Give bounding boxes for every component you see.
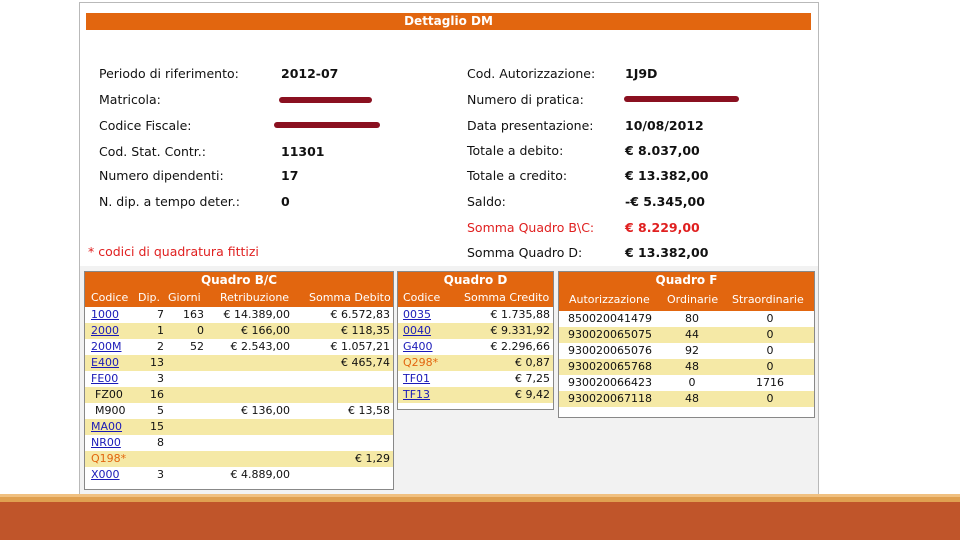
table-row [559, 327, 814, 343]
field-value-totale-credito: € 13.382,00 [625, 168, 709, 183]
autorizzazione-cell: 930020065768 [568, 360, 652, 373]
col-somma-credito: Somma Credito [464, 291, 550, 304]
col-retribuzione: Retribuzione [220, 291, 290, 304]
code-cell: Q298* [403, 356, 439, 369]
retribuzione-cell: € 166,00 [241, 324, 290, 337]
retribuzione-cell: € 136,00 [241, 404, 290, 417]
table-row [559, 343, 814, 359]
ordinarie-cell: 80 [685, 312, 699, 325]
ordinarie-cell: 92 [685, 344, 699, 357]
code-link[interactable]: TF01 [403, 372, 431, 385]
quadro-f-rows [559, 311, 814, 407]
code-cell: Q198* [91, 452, 127, 465]
field-label-matricola: Matricola: [99, 92, 161, 107]
straordinarie-cell: 1716 [756, 376, 784, 389]
dip-cell: 7 [157, 308, 164, 321]
page-title: Dettaglio DM [86, 13, 811, 30]
straordinarie-cell: 0 [766, 328, 774, 341]
somma-credito-cell: € 7,25 [515, 372, 550, 385]
code-link[interactable]: 2000 [91, 324, 119, 337]
field-label-totale-credito: Totale a credito: [467, 168, 568, 183]
quadro-bc-header [85, 289, 393, 307]
quadro-f-title: Quadro F [559, 272, 814, 289]
table-row [85, 387, 393, 403]
field-label-saldo: Saldo: [467, 194, 506, 209]
field-value-autorizzazione: 1J9D [625, 66, 658, 81]
giorni-cell: 52 [190, 340, 204, 353]
autorizzazione-cell: 930020065075 [568, 328, 652, 341]
col-straordinarie: Straordinarie [732, 293, 804, 306]
table-row [398, 387, 553, 403]
col-giorni: Giorni [168, 291, 201, 304]
code-cell: M900 [95, 404, 126, 417]
table-row [85, 339, 393, 355]
somma-debito-cell: € 13,58 [348, 404, 390, 417]
table-row [85, 451, 393, 467]
field-label-somma-d: Somma Quadro D: [467, 245, 583, 260]
somma-credito-cell: € 2.296,66 [490, 340, 550, 353]
somma-credito-cell: € 1.735,88 [490, 308, 550, 321]
col-codice-d: Codice [403, 291, 441, 304]
code-link[interactable]: 0040 [403, 324, 431, 337]
table-row [85, 307, 393, 323]
somma-debito-cell: € 118,35 [341, 324, 390, 337]
somma-debito-cell: € 1.057,21 [330, 340, 390, 353]
code-link[interactable]: X000 [91, 468, 120, 481]
table-row [398, 355, 553, 371]
table-row [559, 359, 814, 375]
table-row [85, 323, 393, 339]
field-value-cod-stat: 11301 [281, 144, 325, 159]
field-label-somma-bc: Somma Quadro B\C: [467, 220, 595, 235]
col-somma-debito: Somma Debito [309, 291, 391, 304]
code-link[interactable]: FE00 [91, 372, 119, 385]
somma-debito-cell: € 6.572,83 [330, 308, 390, 321]
field-label-data-presentazione: Data presentazione: [467, 118, 594, 133]
dip-cell: 2 [157, 340, 164, 353]
table-row [398, 323, 553, 339]
code-link[interactable]: NR00 [91, 436, 121, 449]
field-value-numero-dipendenti: 17 [281, 168, 299, 183]
quadro-f-header [559, 289, 814, 311]
field-value-data-presentazione: 10/08/2012 [625, 118, 704, 133]
quadro-f-panel [558, 271, 815, 418]
ordinarie-cell: 44 [685, 328, 699, 341]
field-label-numero-pratica: Numero di pratica: [467, 92, 584, 107]
col-dip: Dip. [138, 291, 161, 304]
table-row [559, 311, 814, 327]
code-link[interactable]: E400 [91, 356, 119, 369]
table-row [85, 419, 393, 435]
field-label-codice-fiscale: Codice Fiscale: [99, 118, 192, 133]
footer-bar [0, 502, 960, 540]
somma-credito-cell: € 9.331,92 [490, 324, 550, 337]
redacted-codice-fiscale [274, 122, 380, 128]
table-row [398, 339, 553, 355]
straordinarie-cell: 0 [766, 344, 774, 357]
field-label-tempo-deter: N. dip. a tempo deter.: [99, 194, 240, 209]
retribuzione-cell: € 2.543,00 [230, 340, 290, 353]
retribuzione-cell: € 4.889,00 [230, 468, 290, 481]
field-value-tempo-deter: 0 [281, 194, 290, 209]
ordinarie-cell: 48 [685, 360, 699, 373]
somma-credito-cell: € 9,42 [515, 388, 550, 401]
straordinarie-cell: 0 [766, 312, 774, 325]
retribuzione-cell: € 14.389,00 [223, 308, 290, 321]
code-link[interactable]: G400 [403, 340, 433, 353]
code-link[interactable]: 1000 [91, 308, 119, 321]
redacted-numero-pratica [624, 96, 739, 102]
quadro-d-title: Quadro D [398, 272, 553, 289]
table-row [559, 375, 814, 391]
autorizzazione-cell: 930020067118 [568, 392, 652, 405]
code-link[interactable]: 200M [91, 340, 122, 353]
dip-cell: 16 [150, 388, 164, 401]
quadro-d-rows [398, 307, 553, 403]
straordinarie-cell: 0 [766, 392, 774, 405]
quadro-bc-title: Quadro B/C [85, 272, 393, 289]
col-codice: Codice [91, 291, 129, 304]
table-row [398, 371, 553, 387]
dip-cell: 5 [157, 404, 164, 417]
dip-cell: 3 [157, 468, 164, 481]
footnote: * codici di quadratura fittizi [88, 244, 259, 259]
field-value-periodo: 2012-07 [281, 66, 339, 81]
redacted-matricola [279, 97, 372, 103]
autorizzazione-cell: 850020041479 [568, 312, 652, 325]
table-row [85, 371, 393, 387]
dip-cell: 3 [157, 372, 164, 385]
field-value-saldo: -€ 5.345,00 [625, 194, 705, 209]
autorizzazione-cell: 930020066423 [568, 376, 652, 389]
code-cell: FZ00 [95, 388, 123, 401]
quadro-bc-panel [84, 271, 394, 490]
quadro-bc-rows [85, 307, 393, 483]
table-row [398, 307, 553, 323]
field-label-periodo: Periodo di riferimento: [99, 66, 239, 81]
giorni-cell: 0 [197, 324, 204, 337]
field-label-numero-dipendenti: Numero dipendenti: [99, 168, 224, 183]
code-link[interactable]: TF13 [403, 388, 431, 401]
dip-cell: 15 [150, 420, 164, 433]
table-row [85, 403, 393, 419]
somma-debito-cell: € 1,29 [355, 452, 390, 465]
giorni-cell: 163 [183, 308, 204, 321]
field-label-autorizzazione: Cod. Autorizzazione: [467, 66, 596, 81]
col-autorizzazione: Autorizzazione [569, 293, 650, 306]
dip-cell: 8 [157, 436, 164, 449]
code-link[interactable]: MA00 [91, 420, 123, 433]
field-label-totale-debito: Totale a debito: [467, 143, 564, 158]
somma-debito-cell: € 465,74 [341, 356, 390, 369]
field-value-totale-debito: € 8.037,00 [625, 143, 700, 158]
field-label-cod-stat: Cod. Stat. Contr.: [99, 144, 206, 159]
table-row [85, 355, 393, 371]
quadro-d-header [398, 289, 553, 307]
table-row [85, 435, 393, 451]
col-ordinarie: Ordinarie [667, 293, 719, 306]
somma-credito-cell: € 0,87 [515, 356, 550, 369]
ordinarie-cell: 0 [688, 376, 696, 389]
field-value-somma-bc: € 8.229,00 [625, 220, 700, 235]
straordinarie-cell: 0 [766, 360, 774, 373]
dip-cell: 1 [157, 324, 164, 337]
autorizzazione-cell: 930020065076 [568, 344, 652, 357]
table-row [85, 467, 393, 483]
field-value-somma-d: € 13.382,00 [625, 245, 709, 260]
ordinarie-cell: 48 [685, 392, 699, 405]
code-link[interactable]: 0035 [403, 308, 431, 321]
quadro-d-panel [397, 271, 554, 410]
dip-cell: 13 [150, 356, 164, 369]
table-row [559, 391, 814, 407]
